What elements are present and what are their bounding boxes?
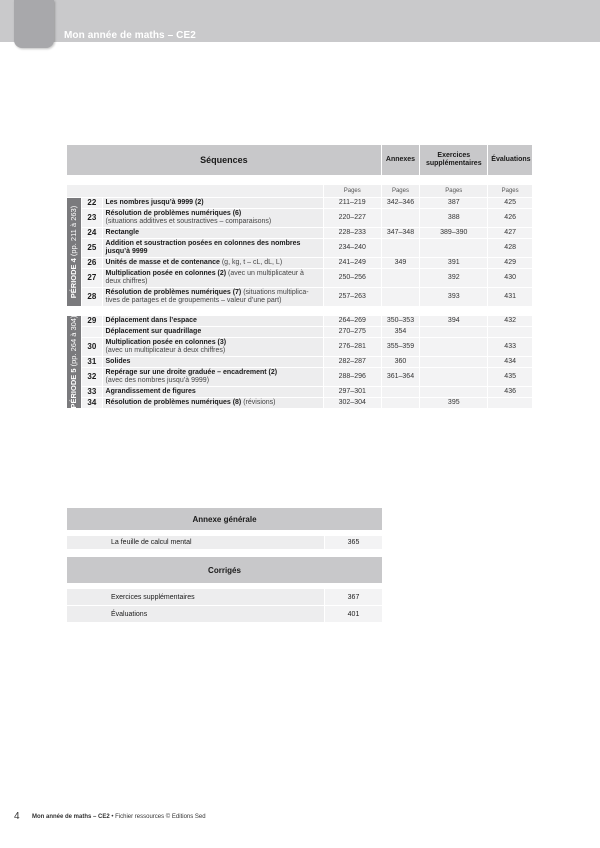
table-row: [67, 239, 533, 258]
footer-rest: • Fichier ressources © Editions Sed: [109, 814, 206, 820]
annexe-pages: 347–348: [381, 228, 420, 239]
annexe-pages: [381, 288, 420, 307]
period5-body: [67, 316, 533, 409]
col-evaluations: Évaluations: [488, 145, 533, 176]
evaluation-pages: 425: [488, 198, 533, 209]
exercice-pages: 393: [420, 288, 488, 307]
table-row: [67, 368, 533, 387]
seq-pages: 241–249: [323, 258, 381, 269]
pages-label: Pages: [420, 185, 488, 198]
annexe-pages: [381, 398, 420, 409]
corriges-label: Exercices supplémentaires: [67, 589, 325, 606]
corriges-title: Corrigés: [67, 557, 383, 584]
annexe-label: La feuille de calcul mental: [67, 536, 325, 550]
exercice-pages: [420, 338, 488, 357]
annexe-pages: 361–364: [381, 368, 420, 387]
table-row: [67, 288, 533, 307]
exercice-pages: [420, 327, 488, 338]
evaluation-pages: [488, 398, 533, 409]
seq-pages: 282–287: [323, 357, 381, 368]
col-exercices: Exercices supplémentaires: [420, 145, 488, 176]
exercice-pages: 395: [420, 398, 488, 409]
sequence-title: Résolution de problèmes numériques (6) (situations additives et soustractives – comparaisons): [102, 209, 323, 228]
seq-pages: 297–301: [323, 387, 381, 398]
seq-pages: 234–240: [323, 239, 381, 258]
evaluation-pages: 427: [488, 228, 533, 239]
table-row: [67, 209, 533, 228]
sequence-number: 29: [82, 316, 102, 327]
sequence-number: 34: [82, 398, 102, 409]
evaluation-pages: 433: [488, 338, 533, 357]
exercice-pages: 391: [420, 258, 488, 269]
annexe-pages: [381, 239, 420, 258]
seq-pages: 302–304: [323, 398, 381, 409]
table-row: [67, 228, 533, 239]
exercice-pages: [420, 239, 488, 258]
pages-label: Pages: [381, 185, 420, 198]
pages-subheader: [67, 185, 533, 198]
annexe-pages: 354: [381, 327, 420, 338]
corriges-page: 401: [325, 606, 383, 623]
period-label: PÉRIODE 4 (pp. 211 à 263): [67, 198, 82, 307]
annexe-pages: 350–353: [381, 316, 420, 327]
sequence-title: Multiplication posée en colonnes (2) (avec un multiplicateur à deux chiffres): [102, 269, 323, 288]
evaluation-pages: 430: [488, 269, 533, 288]
sequence-title: Résolution de problèmes numériques (7) (situations multiplica-tives de partages et de groupements – valeur d’une part): [102, 288, 323, 307]
period-label: PÉRIODE 5 (pp. 264 à 304): [67, 316, 82, 409]
table-row: [67, 269, 533, 288]
exercice-pages: 394: [420, 316, 488, 327]
list-item: [67, 536, 383, 550]
sequence-number: 24: [82, 228, 102, 239]
col-sequences: Séquences: [67, 145, 382, 176]
sequence-title: Les nombres jusqu’à 9999 (2): [102, 198, 323, 209]
evaluation-pages: 431: [488, 288, 533, 307]
table-row: [67, 338, 533, 357]
sequence-number: 28: [82, 288, 102, 307]
evaluation-pages: 426: [488, 209, 533, 228]
annexe-pages: 342–346: [381, 198, 420, 209]
sequence-number: [82, 327, 102, 338]
list-item: [67, 589, 383, 606]
table-row: [67, 387, 533, 398]
annexe-pages: [381, 209, 420, 228]
annexe-pages: [381, 269, 420, 288]
sequence-number: 23: [82, 209, 102, 228]
exercice-pages: [420, 368, 488, 387]
exercice-pages: 387: [420, 198, 488, 209]
sequence-number: 27: [82, 269, 102, 288]
seq-pages: 228–233: [323, 228, 381, 239]
seq-pages: 264–269: [323, 316, 381, 327]
annexe-pages: [381, 387, 420, 398]
sequence-title: Multiplication posée en colonnes (3) (avec un multiplicateur à deux chiffres): [102, 338, 323, 357]
table-row: [67, 316, 533, 327]
evaluation-pages: 429: [488, 258, 533, 269]
sequence-title: Déplacement sur quadrillage: [102, 327, 323, 338]
sequence-title: Unités de masse et de contenance (g, kg, t – cL, dL, L): [102, 258, 323, 269]
annexe-pages: 349: [381, 258, 420, 269]
annexe-page: 365: [325, 536, 383, 550]
corriges-label: Évaluations: [67, 606, 325, 623]
exercice-pages: [420, 387, 488, 398]
exercice-pages: 388: [420, 209, 488, 228]
table-header-row: [67, 145, 533, 176]
evaluation-pages: 436: [488, 387, 533, 398]
evaluation-pages: 428: [488, 239, 533, 258]
banner-tab: [14, 0, 54, 48]
annexe-title: Annexe générale: [67, 508, 383, 531]
table-row: [67, 198, 533, 209]
table-row: [67, 258, 533, 269]
col-annexes: Annexes: [381, 145, 420, 176]
sequence-title: Rectangle: [102, 228, 323, 239]
seq-pages: 220–227: [323, 209, 381, 228]
evaluation-pages: [488, 327, 533, 338]
corriges-page: 367: [325, 589, 383, 606]
corriges-table: [66, 556, 383, 623]
sequence-title: Déplacement dans l’espace: [102, 316, 323, 327]
seq-pages: 276–281: [323, 338, 381, 357]
table-row: [67, 398, 533, 409]
seq-pages: 288–296: [323, 368, 381, 387]
annexe-pages: 355–359: [381, 338, 420, 357]
pages-label: Pages: [323, 185, 381, 198]
footer-text: [32, 814, 206, 820]
sequence-number: 32: [82, 368, 102, 387]
sequence-number: 30: [82, 338, 102, 357]
annexe-pages: 360: [381, 357, 420, 368]
top-banner: [0, 0, 600, 42]
seq-pages: 250–256: [323, 269, 381, 288]
seq-pages: 270–275: [323, 327, 381, 338]
exercice-pages: 389–390: [420, 228, 488, 239]
sequence-title: Solides: [102, 357, 323, 368]
sequence-number: 33: [82, 387, 102, 398]
seq-pages: 257–263: [323, 288, 381, 307]
sequence-number: 22: [82, 198, 102, 209]
footer-bold: Mon année de maths – CE2: [32, 814, 110, 820]
page-number: 4: [14, 811, 20, 822]
sequence-title: Résolution de problèmes numériques (8) (révisions): [102, 398, 323, 409]
sequence-number: 26: [82, 258, 102, 269]
evaluation-pages: 432: [488, 316, 533, 327]
exercice-pages: 392: [420, 269, 488, 288]
annexe-table: [66, 507, 383, 550]
header-title: Mon année de maths – CE2: [64, 30, 196, 41]
sequence-title: Addition et soustraction posées en colonnes des nombres jusqu’à 9999: [102, 239, 323, 258]
sequence-title: Repérage sur une droite graduée – encadrement (2) (avec des nombres jusqu’à 9999): [102, 368, 323, 387]
sequence-number: 25: [82, 239, 102, 258]
evaluation-pages: 435: [488, 368, 533, 387]
period4-body: [67, 198, 533, 307]
sequence-number: 31: [82, 357, 102, 368]
evaluation-pages: 434: [488, 357, 533, 368]
exercice-pages: [420, 357, 488, 368]
table-row: [67, 357, 533, 368]
sequence-title: Agrandissement de figures: [102, 387, 323, 398]
sequences-table: [66, 144, 533, 409]
table-row: [67, 327, 533, 338]
pages-label: Pages: [488, 185, 533, 198]
seq-pages: 211–219: [323, 198, 381, 209]
list-item: [67, 606, 383, 623]
